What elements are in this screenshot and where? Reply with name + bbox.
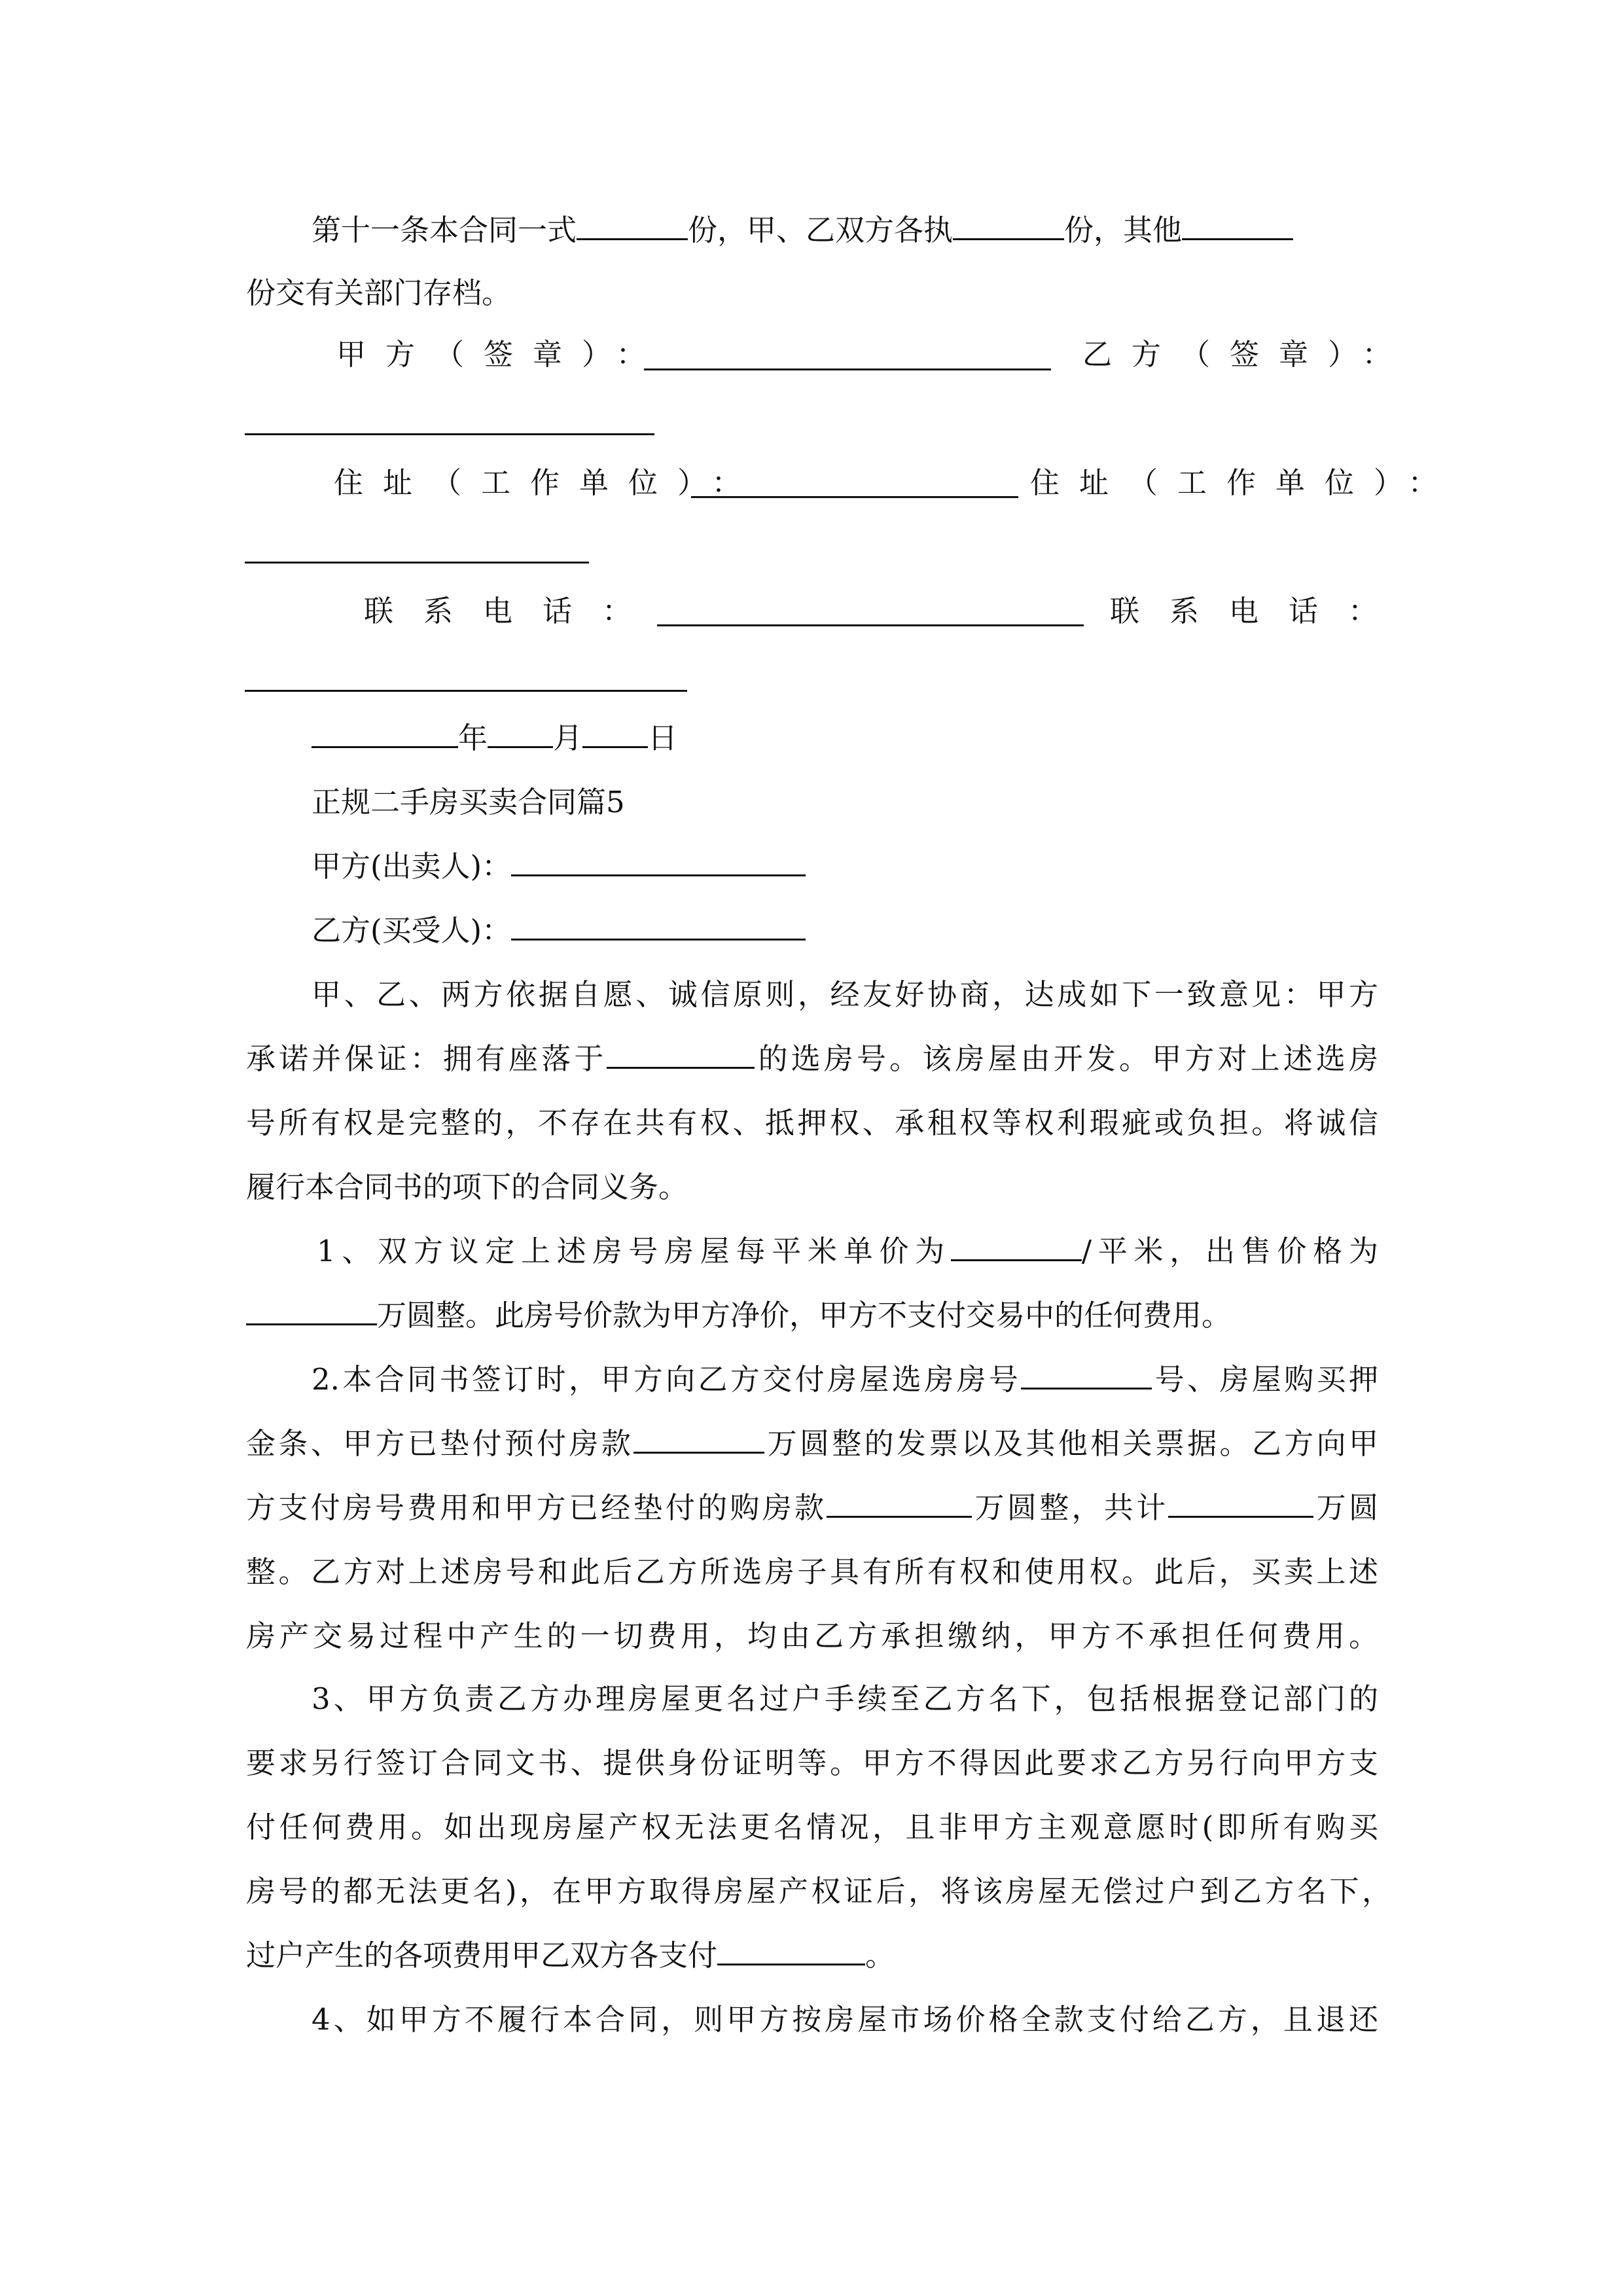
- item3-line2: 要求另行签订合同文书、提供身份证明等。甲方不得因此要求乙方另行向甲方支: [246, 1746, 1378, 1780]
- buyer-line: [312, 911, 806, 950]
- copies-total-blank[interactable]: [577, 211, 688, 240]
- party-b-seal-blank[interactable]: [245, 433, 654, 435]
- item2-line1: [312, 1360, 1378, 1399]
- sale-price-blank[interactable]: [246, 1296, 377, 1325]
- item3-text-a: 过户产生的各项费用甲乙双方各支付: [246, 1938, 718, 1973]
- contract-title: 正规二手房买卖合同篇5: [312, 785, 625, 819]
- clause11-line1: [312, 211, 1378, 250]
- intro-text-b: 的选房号。该房屋由开发。甲方对上述选房: [755, 1041, 1378, 1076]
- intro-text-a: 承诺并保证：拥有座落于: [246, 1041, 607, 1076]
- item3-line3: 付任何费用。如出现房屋产权无法更名情况，且非甲方主观意愿时(即所有购买: [246, 1810, 1378, 1844]
- phone-b-blank[interactable]: [245, 690, 687, 692]
- clause11-text-c: 份，其他: [1064, 213, 1183, 247]
- month-label: 月: [553, 721, 583, 755]
- item2-text-a: 2.本合同书签订时，甲方向乙方交付房屋选房房号: [312, 1362, 1022, 1397]
- item2-line2: [246, 1424, 1378, 1463]
- item4-line1: 4、如甲方不履行本合同，则甲方按房屋市场价格全款支付给乙方，且退还: [312, 2002, 1378, 2037]
- item1-text-c: 万圆整。此房号价款为甲方净价，甲方不支付交易中的任何费用。: [377, 1298, 1232, 1333]
- item1-text-a: 1、双方议定上述房号房屋每平米单价为: [317, 1234, 951, 1268]
- seller-blank[interactable]: [511, 847, 806, 876]
- item2-text-f: 万圆整，共计: [972, 1490, 1169, 1525]
- item3-line1: 3、甲方负责乙方办理房屋更名过户手续至乙方名下，包括根据登记部门的: [312, 1681, 1378, 1716]
- item2-text-e: 方支付房号费用和甲方已经垫付的购房款: [246, 1490, 827, 1525]
- day-label: 日: [648, 721, 678, 755]
- item2-line3: [246, 1488, 1378, 1528]
- party-b-seal-label: 乙方（签章）：: [1082, 337, 1412, 372]
- party-a-seal-label: 甲方（签章）：: [336, 337, 666, 372]
- phone-b-label: 联系电话：: [1110, 594, 1408, 628]
- day-blank[interactable]: [582, 719, 648, 748]
- purchase-amount-blank[interactable]: [827, 1488, 972, 1518]
- intro-line2: [246, 1039, 1378, 1079]
- clause11-line2: 份交有关部门存档。: [246, 276, 512, 310]
- clause11-text-b: 份，甲、乙双方各执: [688, 213, 954, 247]
- address-a-label: 住址（工作单位）：: [334, 465, 761, 500]
- date-line: [312, 719, 677, 758]
- item2-line4: 整。乙方对上述房号和此后乙方所选房子具有所有权和使用权。此后，买卖上述: [246, 1554, 1378, 1589]
- year-blank[interactable]: [312, 719, 458, 748]
- clause11-text-a: 第十一条本合同一式: [312, 213, 577, 247]
- item2-text-g: 万圆: [1313, 1490, 1378, 1525]
- item1-line1: [317, 1232, 1378, 1271]
- item2-text-d: 万圆整的发票以及其他相关票据。乙方向甲: [764, 1426, 1378, 1461]
- fee-split-blank[interactable]: [717, 1936, 865, 1965]
- address-b-label: 住址（工作单位）：: [1030, 465, 1457, 500]
- item3-line5: [246, 1936, 895, 1975]
- prepaid-amount-blank[interactable]: [633, 1424, 764, 1454]
- party-a-seal-blank[interactable]: [644, 368, 1051, 370]
- unit-price-blank[interactable]: [951, 1232, 1082, 1261]
- item3-line4: 房号的都无法更名)，在甲方取得房屋产权证后，将该房屋无偿过户到乙方名下，: [246, 1874, 1391, 1909]
- intro-line1: 甲、乙、两方依据自愿、诚信原则，经友好协商，达成如下一致意见：甲方: [312, 977, 1378, 1012]
- intro-line4: 履行本合同书的项下的合同义务。: [246, 1170, 688, 1204]
- intro-line3: 号所有权是完整的，不存在共有权、抵押权、承租权等权利瑕疵或负担。将诚信: [246, 1105, 1378, 1140]
- address-a-blank[interactable]: [691, 496, 1018, 498]
- item3-text-b: 。: [865, 1938, 895, 1973]
- copies-other-blank[interactable]: [1182, 211, 1293, 240]
- seller-label: 甲方(出卖人)：: [312, 849, 512, 884]
- copies-each-blank[interactable]: [953, 211, 1064, 240]
- seller-line: [312, 847, 806, 886]
- address-b-blank[interactable]: [245, 562, 589, 564]
- item1-text-b: /平米，出售价格为: [1081, 1234, 1378, 1268]
- buyer-blank[interactable]: [511, 911, 806, 941]
- item2-line5: 房产交易过程中产生的一切费用，均由乙方承担缴纳，甲方不承担任何费用。: [246, 1619, 1378, 1653]
- item2-text-b: 号、房屋购买押: [1152, 1362, 1378, 1397]
- room-number-blank[interactable]: [1021, 1360, 1152, 1390]
- phone-a-label: 联系电话：: [364, 594, 662, 628]
- year-label: 年: [458, 721, 488, 755]
- total-amount-blank[interactable]: [1168, 1488, 1313, 1518]
- phone-a-blank[interactable]: [657, 624, 1084, 626]
- item1-line2: [246, 1296, 1231, 1335]
- location-blank[interactable]: [607, 1039, 755, 1069]
- month-blank[interactable]: [488, 719, 553, 748]
- item2-text-c: 金条、甲方已垫付预付房款: [246, 1426, 634, 1461]
- buyer-label: 乙方(买受人)：: [312, 913, 512, 948]
